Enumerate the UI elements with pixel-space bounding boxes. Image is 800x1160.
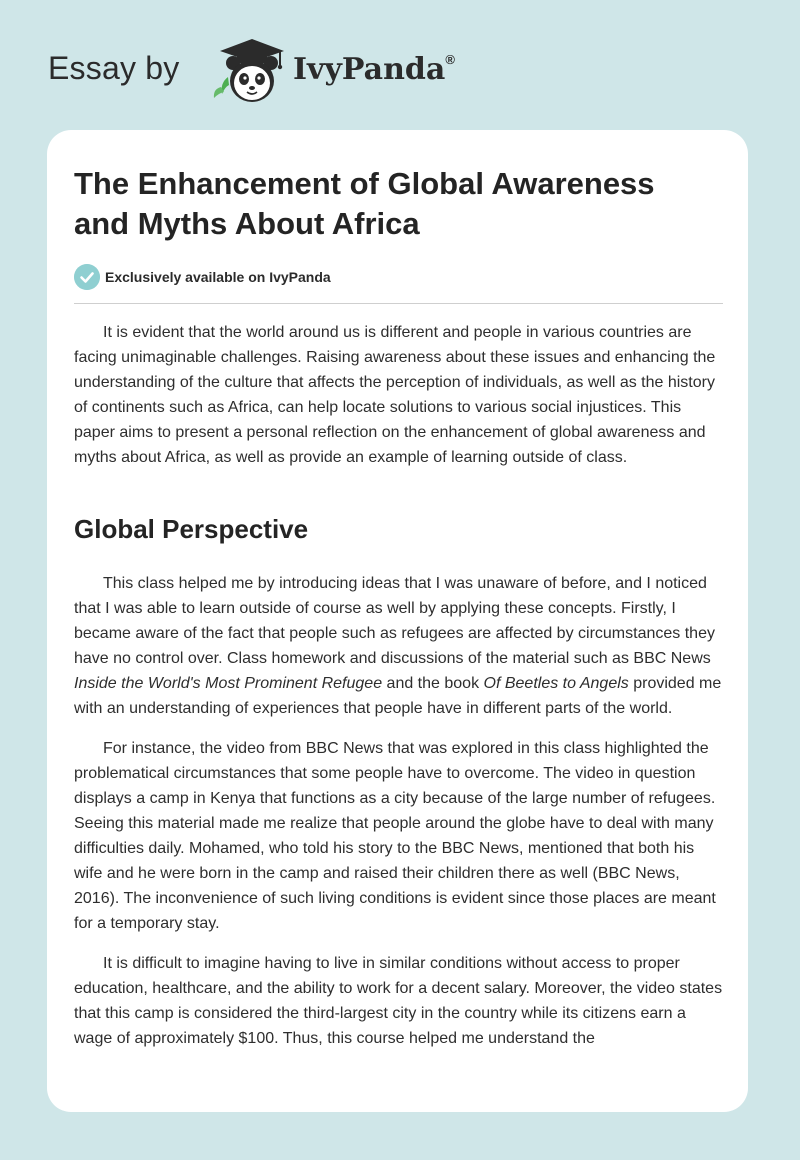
check-icon bbox=[74, 264, 100, 290]
paragraph-1: This class helped me by introducing ideas that I was unaware of before, and I noticed that I was able to learn outside of course as well by applying these concepts. Firstly, I became aware of the fact that people such as refugees are affected by circumstances they have no control over. Class homework and discussions of the material such as BBC News Inside the World's Most Prominent Refugee and the book Of Beetles to Angels provided me with an understanding of experiences that people have in different parts of the world. bbox=[74, 575, 722, 717]
brand-name: IvyPanda bbox=[293, 52, 446, 87]
essay-by-label: Essay by bbox=[48, 50, 180, 86]
intro-block bbox=[74, 320, 724, 485]
section-body bbox=[74, 571, 724, 1066]
essay-card bbox=[47, 130, 748, 1112]
divider bbox=[74, 303, 723, 304]
exclusive-badge bbox=[74, 264, 474, 290]
exclusive-label: Exclusively available on IvyPanda bbox=[105, 269, 331, 285]
intro-paragraph: It is evident that the world around us is different and people in various countries are facing unimaginable challenges. Raising awareness about these issues and enhancing the understanding of the culture that affects the perception of individuals, as well as the history of continents such as Africa, can help locate solutions to various social injustices. This paper aims to present a personal reflection on the enhancement of global awareness and myths about Africa, as well as provide an example of learning outside of class. bbox=[74, 324, 716, 466]
section-heading: Global Perspective bbox=[74, 514, 309, 544]
essay-title: The Enhancement of Global Awareness and Myths About Africa bbox=[74, 166, 655, 241]
paragraph-2: For instance, the video from BBC News that was explored in this class highlighted the problematical circumstances that some people have to overcome. The video in question displays a camp in Kenya that functions as a city because of the large number of refugees. Seeing this material made me realize that people around the globe have to deal with many difficulties daily. Mohamed, who told his story to the BBC News, mentioned that both his wife and he were born in the camp and raised their children there as well (BBC News, 2016). The inconvenience of such living conditions is evident since those places are meant for a temporary stay. bbox=[74, 740, 716, 932]
site-header bbox=[0, 0, 800, 128]
ivypanda-brand[interactable] bbox=[293, 52, 455, 87]
registered-mark: ® bbox=[445, 52, 455, 67]
paragraph-3: It is difficult to imagine having to live in similar conditions without access to proper education, healthcare, and the ability to work for a decent salary. Moreover, the video states that this camp is considered the third-largest city in the country while its citizens earn a wage of approximately $100. Thus, this course helped me understand the bbox=[74, 955, 723, 1047]
panda-logo-icon[interactable] bbox=[202, 36, 292, 108]
